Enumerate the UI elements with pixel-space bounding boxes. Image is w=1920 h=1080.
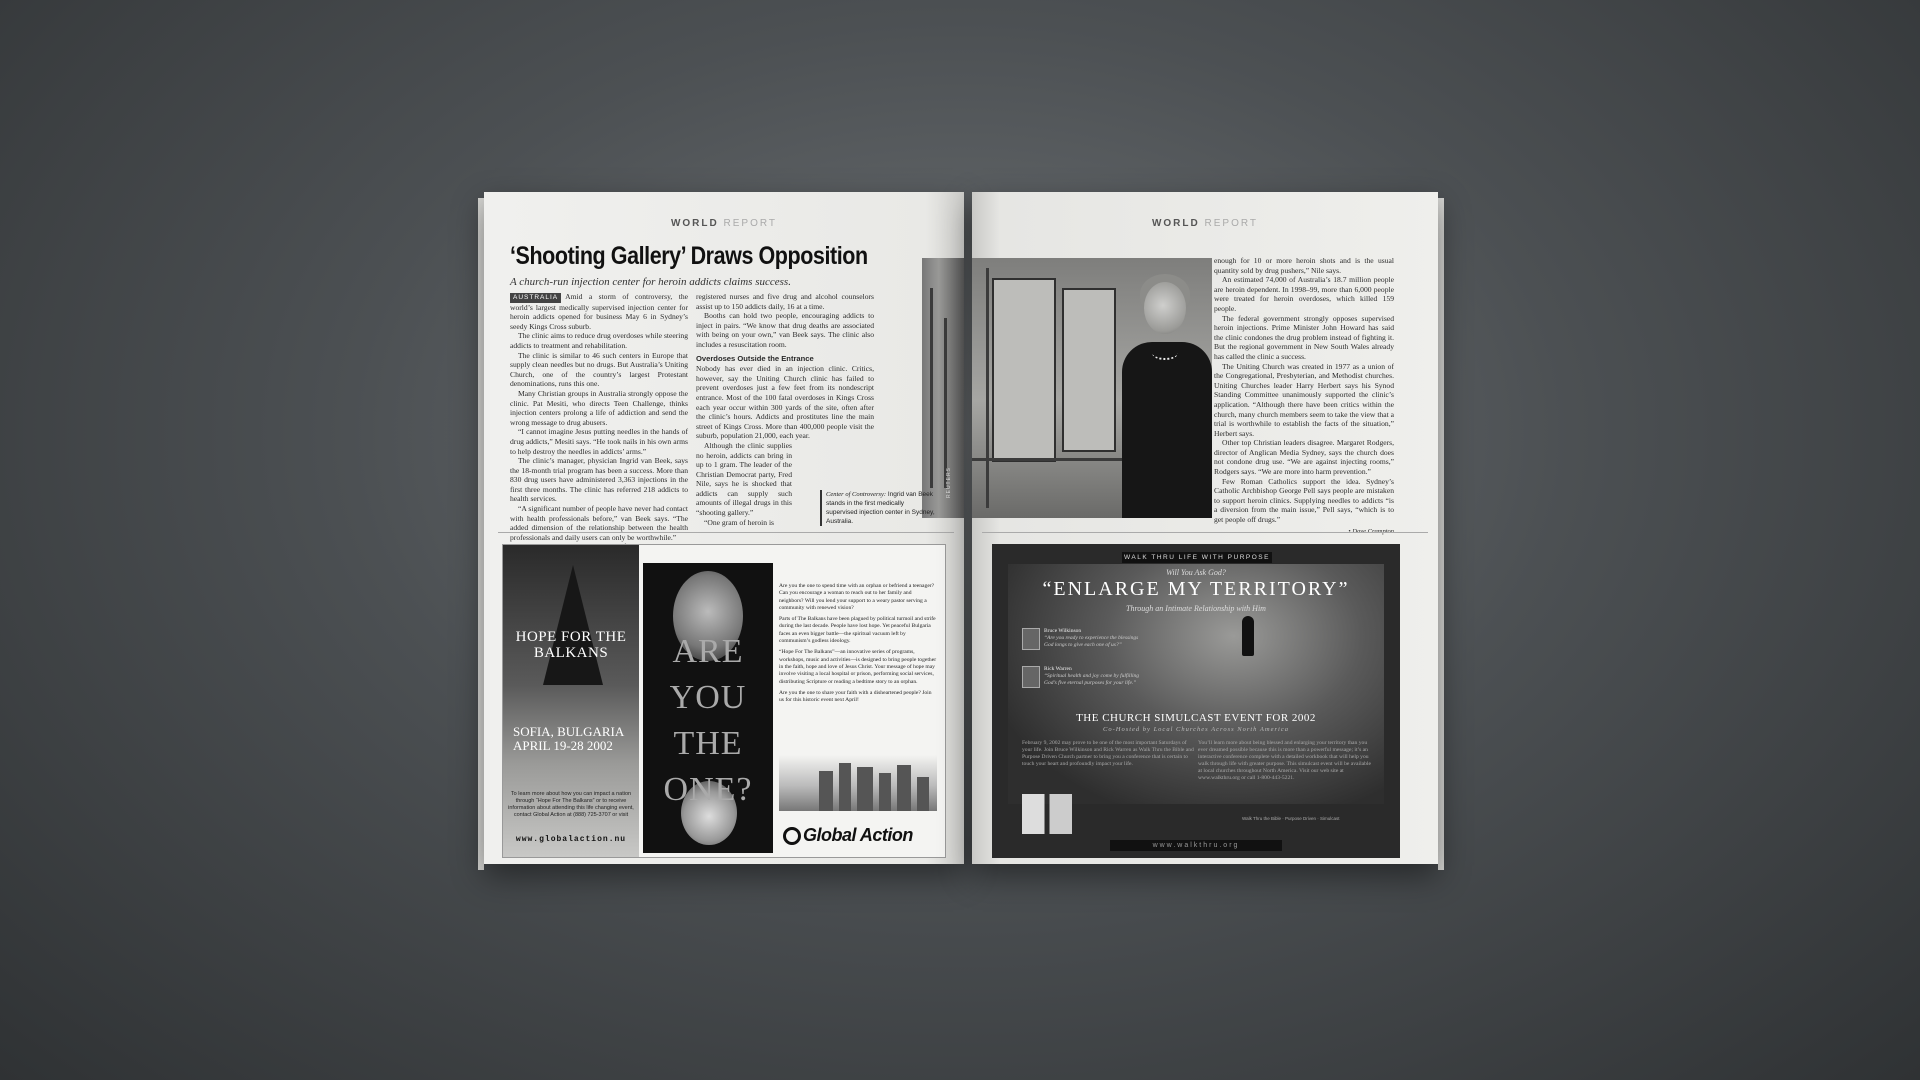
ad-contact-info: To learn more about how you can impact a nation through “Hope For The Balkans” or to receive information about attending this life changing event, contact Global Action at (888) 725-3707 or visit [508,791,634,818]
ad-paragraph: Parts of The Balkans have been plagued by political turmoil and strife during the last decade. People have lost hope. Yet peaceful Bulgaria faces an even bigger battle—the spiritual vacuum left by communism’s godless ideology. [779,616,936,645]
photo-woman-face [1144,282,1186,334]
paragraph: Although the clinic supplies no heroin, addicts can bring in up to 1 gram. The leader of the Christian Democrat party, Fred Nile, says he is shocked that addicts can supply such amounts of illegal drugs in this “shooting gallery.” [696,440,792,518]
photo-credit: REUTERS [946,467,952,498]
building [917,777,929,811]
photo-rail [986,268,989,508]
paragraph: An estimated 74,000 of Australia’s 18.7 million people are heroin dependent. In 1998–99, more than 6,000 people were treated for heroin overdoses, which killed 159 people. [1214,275,1394,313]
silhouette-figure-icon [1242,616,1254,656]
article-deck: A church-run injection center for heroin addicts claims success. [510,276,791,288]
building [819,771,833,811]
paragraph: “A significant number of people have never had contact with health professionals before,” van Beek says. “The added dimension of the relationship between the health professionals and daily users can only be worthwhile.” [510,504,688,542]
ad-event-title: THE CHURCH SIMULCAST EVENT FOR 2002 [1076,712,1316,724]
ad-word: THE [673,725,743,762]
paragraph: enough for 10 or more heroin shots and is the usual quantity sold by drug pushers,” Nile says. [1214,256,1394,275]
ad-paragraph: “Hope For The Balkans”—an innovative series of programs, workshops, music and activities—is designed to bring people together in the faith, hope and love of Jesus Christ. Your message of hope may involve visiting a local hospital or prison, performing social services, distributing Scripture or reading a bedtime story to an orphan. [779,649,937,685]
building [839,763,851,811]
speaker-photo [1022,628,1040,650]
article-column-3 [1214,256,1394,536]
divider [498,532,954,533]
paragraph: Amid a storm of controversy, the world’s largest medically supervised injection center for heroin addicts opened for business May 6 in Sydney’s seedy Kings Cross suburb. [510,292,688,331]
ad-location [513,725,624,753]
ad-title: “ENLARGE MY TERRITORY” [1042,578,1350,600]
speaker-quote: “Spiritual health and joy come by fulfilling God’s five eternal purposes for your life.” [1044,673,1140,686]
photo-booth [1062,288,1116,452]
running-head-left [484,218,964,229]
caption-text: Ingrid van Beek stands in the first medically supervised injection center in Sydney, Australia. [826,491,935,525]
paragraph: The clinic aims to reduce drug overdoses while steering addicts to treatment and rehabilitation. [510,331,688,350]
ad-sponsor-logos: Walk Thru the Bible · Purpose Driven · Simulcast [1242,816,1340,821]
ad-url: www.globalaction.nu [515,835,627,844]
ad-headline-question [643,629,773,813]
ad-enlarge-my-territory [992,544,1400,858]
ad-body-right: You’ll learn more about being blessed and enlarging your territory than you ever dreamed possible because this is more than a powerful message; it’s an interactive conference complete with a detailed workbook that will help you walk through life with greater purpose. This simulcast event will be available at local churches throughout North America. Visit our web site at www.walkthru.org or call 1-800-443-5221. [1198,740,1371,781]
left-page [484,192,964,864]
photo-rail [930,288,933,488]
paragraph: registered nurses and five drug and alcohol counselors assist up to 150 addicts daily, 16 at a time. [696,292,874,311]
ad-word: ARE [672,633,744,670]
divider [982,532,1428,533]
global-action-logo [783,825,913,846]
paragraph: Few Roman Catholics support the idea. Sydney’s Catholic Archbishop George Pell says people are mistaken to support heroin clinics. Supplying needles to addicts “is a diversion from the main issue,” Pell says, “which is to get people off drugs.” [1214,476,1394,525]
speaker-quote: “Are you ready to experience the blessings God longs to give each one of us?” [1044,635,1139,648]
paragraph: Nobody has ever died in an injection clinic. Critics, however, say the Uniting Church clinic has failed to prevent overdoses just a few feet from its nondescript entrance. Most of the 100 fatal overdoses in Kings Cross each year occur within 300 yards of the site, often after the clinic’s hours. Addicts and prostitutes line the main street of Kings Cross. More than 400,000 people visit the suburb, population 21,000, each year. [696,364,874,441]
paragraph: Other top Christian leaders disagree. Margaret Rodgers, director of Anglican Media Sydney, says the church does not condone drug use. “We are against injecting rooms,” Rodgers says. “We are more into harm prevention.” [1214,438,1394,477]
paragraph: The clinic’s manager, physician Ingrid van Beek, says the 18-month trial program has been a success. More than 830 drug users have administered 3,363 injections in the first three months. The clinic has referred 218 addicts to health services. [510,456,688,504]
ad-title: HOPE FOR THE BALKANS [515,629,627,661]
photo-clinic-left-half [922,258,964,518]
paragraph: Many Christian groups in Australia strongly oppose the clinic. Pat Mesiti, who directs Teen Challenge, thinks injection centers prolong a life of addiction and send the wrong message to drug abusers. [510,388,688,427]
running-head-report: REPORT [723,218,778,229]
photo-rail [972,458,1122,461]
speaker-2 [1022,666,1142,688]
photo-necklace [1152,346,1178,360]
paragraph: The clinic is similar to 46 such centers in Europe that supply clean needles but no drugs. But Australia’s Uniting Church, one of the country’s largest Protestant denominations, runs this one. [510,350,688,389]
paragraph: “I cannot imagine Jesus putting needles in the hands of drug addicts,” Mesiti says. “He took nails in his own arms to help destroy the needles in addicts’ arms.” [510,427,688,456]
ad-kicker: Will You Ask God? [1166,568,1226,577]
article-column-1 [510,292,688,562]
running-head-report: REPORT [1204,218,1259,229]
ad-word: ONE? [663,771,753,808]
ad-body-left: February 9, 2002 may prove to be one of the most important Saturdays of your life. Join Bruce Wilkinson and Rick Warren as Walk Thru the Bible and Purpose Driven Church partner to bring you a conference that is certain to touch your heart and profoundly impact your life. [1022,740,1194,767]
speaker-photo [1022,666,1040,688]
running-head-world: WORLD [670,218,719,229]
photo-booth [992,278,1056,462]
speaker-name: Rick Warren [1044,666,1072,672]
country-tag: AUSTRALIA [510,293,561,303]
ad-books-image [1022,794,1072,834]
ad-skyline-image [779,755,937,811]
page-edge-right [1438,198,1444,870]
article-subhead: Overdoses Outside the Entrance [696,353,814,363]
speaker-name: Bruce Wilkinson [1044,628,1082,634]
ad-url: www.walkthru.org [1110,840,1282,851]
ad-hope-for-the-balkans [502,544,946,858]
running-head-world: WORLD [1151,218,1200,229]
ad-dates: APRIL 19-28 2002 [513,738,613,753]
ad-banner: WALK THRU LIFE WITH PURPOSE [1122,552,1272,563]
running-head-right [972,218,1438,229]
globe-icon [783,827,801,845]
ad-event-subtitle: Co-Hosted by Local Churches Across North America [1103,726,1289,733]
paragraph: The Uniting Church was created in 1977 as a union of the Congregational, Presbyterian, and Methodist churches. Uniting Churches leader Harry Herbert says his Synod Standing Committee unanimously supported the clinic’s application. “Although there have been critics within the church, many church members seem to take the view that a trial is worthwhile to establish the facts of the situation,” Herbert says. [1214,361,1394,438]
building [897,765,911,811]
photo-ingrid-van-beek [972,258,1212,518]
building [879,773,891,811]
logo-text: Global Action [803,825,913,845]
article-headline: ‘Shooting Gallery’ Draws Opposition [510,242,868,270]
ad-location-text: SOFIA, BULGARIA [513,724,625,739]
paragraph: The federal government strongly opposes supervised heroin injections. Prime Minister John Howard has said the clinic condones the drug problem instead of fighting it. But the regional government in New South Wales already has called the clinic a success. [1214,313,1394,361]
paragraph: Booths can hold two people, encouraging addicts to inject in pairs. “We know that drug deaths are associated with being on your own,” van Beek says. The clinic also includes a resuscitation room. [696,311,874,349]
photo-woman-dress [1122,342,1212,518]
speaker-1 [1022,628,1142,650]
ad-center-panel [643,563,773,853]
photo-caption [820,490,936,526]
ad-body-text [779,583,937,708]
caption-label: Center of Controversy: [826,491,887,498]
ad-subtitle: Through an Intimate Relationship with Him [1126,604,1266,613]
ad-word: YOU [669,679,747,716]
church-spire-icon [543,565,603,685]
photo-rail [944,318,947,488]
magazine-spread [478,192,1446,872]
paragraph: “One gram of heroin is [704,517,775,527]
right-page [972,192,1438,864]
ad-paragraph: Are you the one to share your faith with a disheartened people? Join us for this historic event next April! [779,689,932,704]
building [857,767,873,811]
ad-paragraph: Are you the one to spend time with an orphan or befriend a teenager? Can you encourage a woman to reach out to her family and neighbors? Will you lend your support to a weary pastor serving a community with renewed vision? [779,583,935,611]
